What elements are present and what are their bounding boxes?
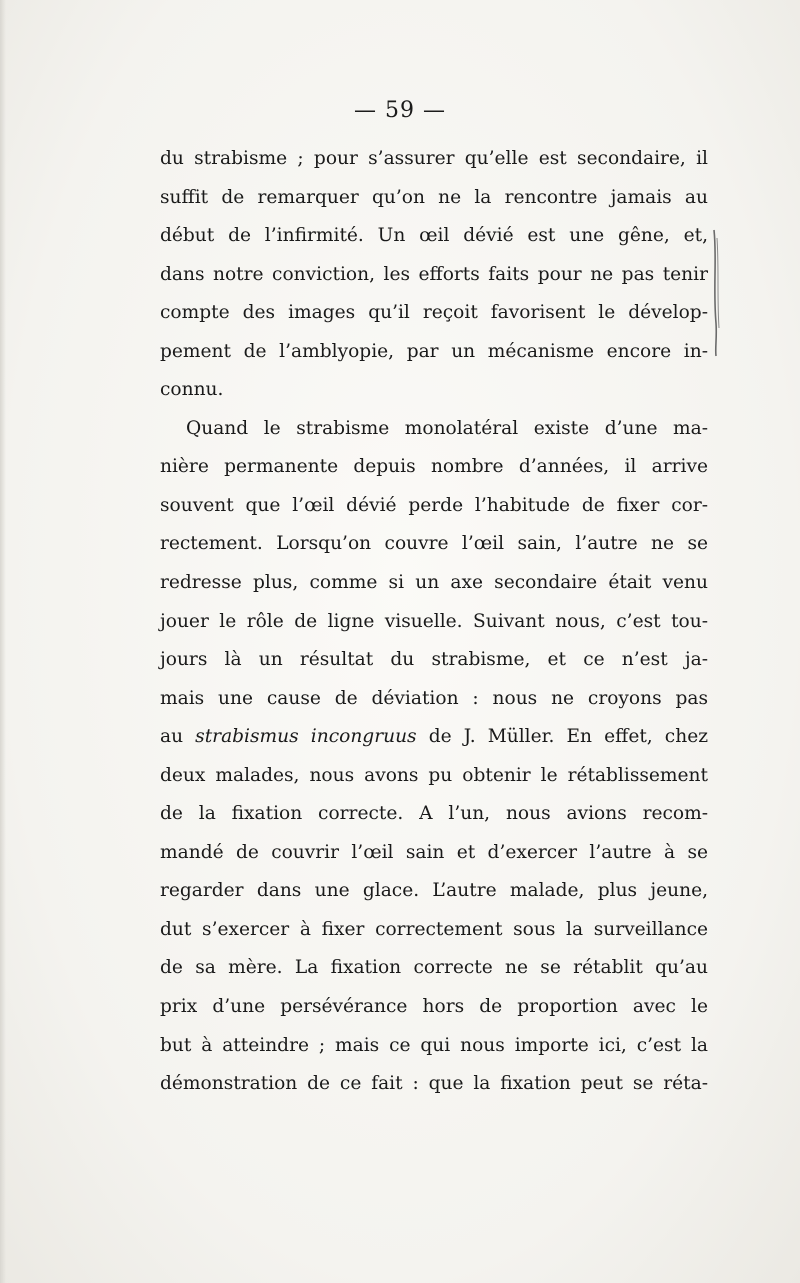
text-line: de sa mère. La fixation correcte ne se rétablit qu’au bbox=[160, 957, 708, 979]
text-line: début de l’infirmité. Un œil dévié est une gêne, et, bbox=[160, 225, 708, 247]
text-line: démonstration de ce fait : que la fixation peut se réta- bbox=[160, 1073, 708, 1095]
text-line: du strabisme ; pour s’assurer qu’elle est secondaire, il bbox=[160, 148, 708, 169]
text-line-with-italic bbox=[160, 718, 708, 757]
text-line: jours là un résultat du strabisme, et ce n’est ja- bbox=[160, 649, 708, 671]
page-number: — 59 — bbox=[354, 98, 446, 123]
text-line: suffit de remarquer qu’on ne la rencontre jamais au bbox=[160, 186, 708, 208]
paragraph-1 bbox=[160, 140, 708, 410]
text-span: de J. Müller. En effet, chez bbox=[416, 726, 708, 748]
text-line: pement de l’amblyopie, par un mécanisme encore in- bbox=[160, 340, 708, 362]
text-line: mais une cause de déviation : nous ne croyons pas bbox=[160, 687, 708, 709]
text-line: connu. bbox=[160, 379, 224, 401]
text-line: Quand le strabisme monolatéral existe d’une ma- bbox=[186, 417, 708, 439]
text-line: dans notre conviction, les efforts faits pour ne pas tenir bbox=[160, 263, 708, 285]
text-line: mandé de couvrir l’œil sain et d’exercer l’autre à se bbox=[160, 841, 708, 863]
text-line: rectement. Lorsqu’on couvre l’œil sain, l’autre ne se bbox=[160, 533, 708, 555]
text-span: au bbox=[160, 726, 196, 748]
text-line: deux malades, nous avons pu obtenir le rétablissement bbox=[160, 764, 708, 786]
text-line: but à atteindre ; mais ce qui nous importe ici, c’est la bbox=[160, 1034, 708, 1056]
italic-term: strabismus incongruus bbox=[195, 726, 417, 748]
text-line: jouer le rôle de ligne visuelle. Suivant nous, c’est tou- bbox=[160, 610, 708, 632]
page-edge-shadow bbox=[0, 0, 6, 1283]
text-line: de la fixation correcte. A l’un, nous avions recom- bbox=[160, 803, 708, 825]
margin-pencil-mark bbox=[708, 228, 722, 358]
text-line: souvent que l’œil dévié perde l’habitude de fixer cor- bbox=[160, 494, 708, 516]
text-line: nière permanente depuis nombre d’années, il arrive bbox=[160, 456, 708, 478]
text-line: compte des images qu’il reçoit favorisent le dévelop- bbox=[160, 302, 708, 324]
text-line: regarder dans une glace. L’autre malade, plus jeune, bbox=[160, 880, 708, 902]
paragraph-2 bbox=[160, 410, 708, 1104]
text-line: redresse plus, comme si un axe secondaire était venu bbox=[160, 572, 708, 594]
body-text bbox=[160, 140, 708, 1104]
text-line: dut s’exercer à fixer correctement sous la surveillance bbox=[160, 918, 708, 940]
text-line: prix d’une persévérance hors de proportion avec le bbox=[160, 996, 708, 1018]
